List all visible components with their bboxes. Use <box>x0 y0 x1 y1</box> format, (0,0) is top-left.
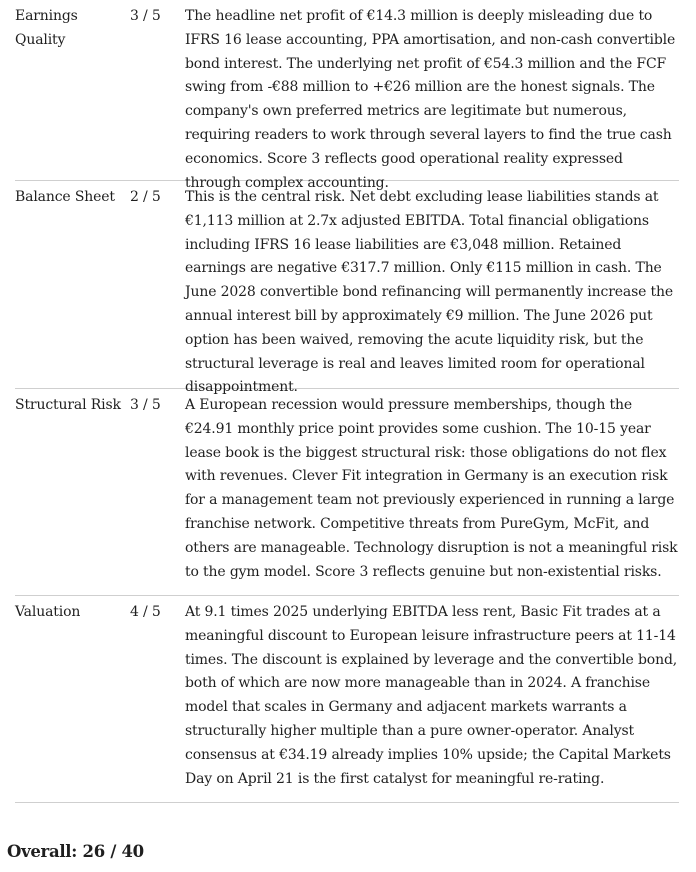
table-row <box>15 389 679 596</box>
row-score: 3 / 5 <box>130 8 161 24</box>
table-row <box>15 596 679 803</box>
row-category: Balance Sheet <box>15 189 115 205</box>
row-category: Structural Risk <box>15 397 121 413</box>
table-row <box>15 0 679 191</box>
scorecard-table <box>15 0 679 803</box>
row-score: 4 / 5 <box>130 604 161 620</box>
row-commentary: This is the central risk. Net debt excluding lease liabilities stands at €1,113 million at 2.7x adjusted EBITDA. Total financial obligations including IFRS 16 lease liabilities are €3,048 million. Retained earnings are negative €317.7 million. Only €115 million in cash. The June 2028 convertible bond refinancing will permanently increase the annual interest bill by approximately €9 million. The June 2026 put option has been waived, removing the acute liquidity risk, but the structural leverage is real and leaves limited room for operational disappointment. <box>185 189 674 396</box>
table-row <box>15 181 679 396</box>
row-commentary: At 9.1 times 2025 underlying EBITDA less rent, Basic Fit trades at a meaningful discount to European leisure infrastructure peers at 11-14 times. The discount is explained by leverage and the convertible bond, both of which are now more manageable than in 2024. A franchise model that scales in Germany and adjacent markets warrants a structurally higher multiple than a pure owner-operator. Analyst consensus at €34.19 already implies 10% upside; the Capital Markets Day on April 21 is the first catalyst for meaningful re-rating. <box>185 604 678 787</box>
row-score: 3 / 5 <box>130 397 161 413</box>
row-score: 2 / 5 <box>130 189 161 205</box>
overall-score: Overall: 26 / 40 <box>7 842 144 861</box>
row-category: Valuation <box>15 604 81 620</box>
row-commentary: The headline net profit of €14.3 million is deeply misleading due to IFRS 16 lease accounting, PPA amortisation, and non-cash convertible bond interest. The underlying net profit of €54.3 million and the FCF swing from -€88 million to +€26 million are the honest signals. The company's own preferred metrics are legitimate but numerous, requiring readers to work through several layers to find the true cash economics. Score 3 reflects good operational reality expressed through complex accounting. <box>185 8 676 191</box>
row-category: Earnings Quality <box>15 8 78 48</box>
row-commentary: A European recession would pressure memberships, though the €24.91 monthly price point provides some cushion. The 10-15 year lease book is the biggest structural risk: those obligations do not flex with revenues. Clever Fit integration in Germany is an execution risk for a management team not previously experienced in running a large franchise network. Competitive threats from PureGym, McFit, and others are manageable. Technology disruption is not a meaningful risk to the gym model. Score 3 reflects genuine but non-existential risks. <box>185 397 678 580</box>
